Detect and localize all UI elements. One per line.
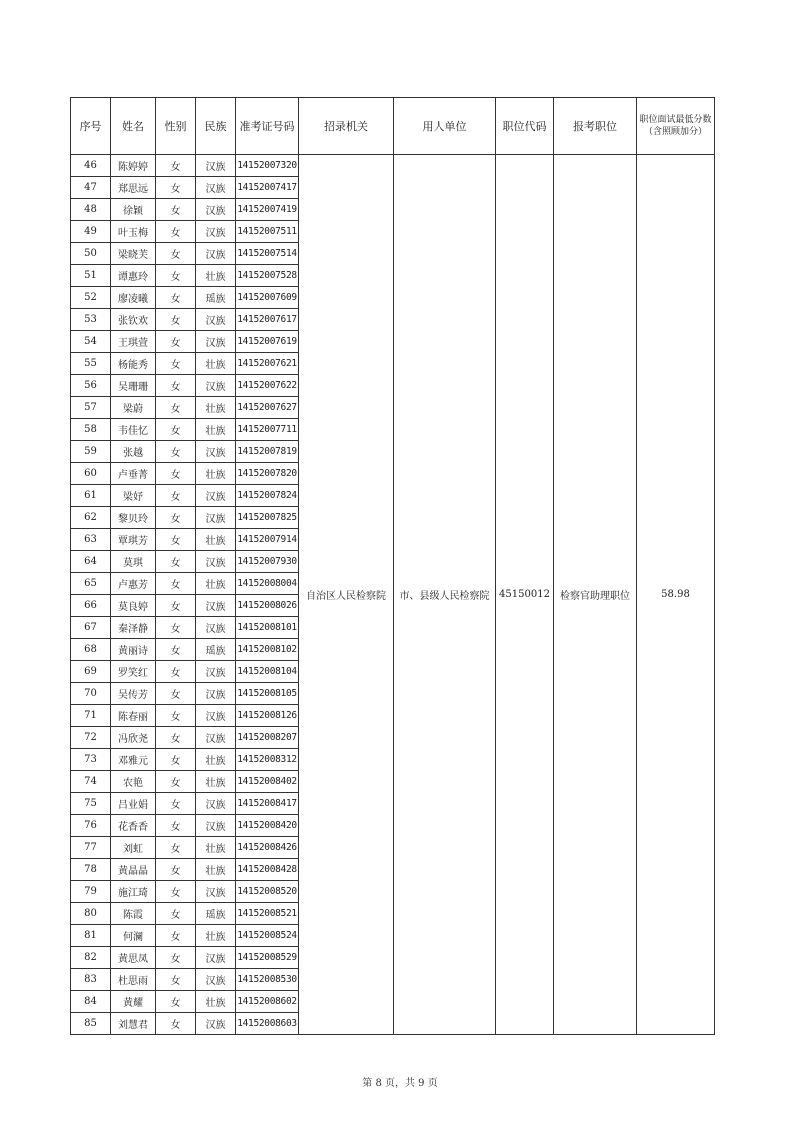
exam-no-cell: 14152008101 — [236, 617, 299, 639]
seq-cell: 83 — [71, 969, 111, 991]
ethnicity-cell: 汉族 — [196, 243, 236, 265]
exam-no-cell: 14152007419 — [236, 199, 299, 221]
gender-cell: 女 — [156, 243, 196, 265]
employer-cell — [394, 155, 496, 1035]
seq-cell: 85 — [71, 1013, 111, 1035]
exam-no-cell: 14152007914 — [236, 529, 299, 551]
seq-cell: 67 — [71, 617, 111, 639]
exam-no-cell: 14152008207 — [236, 727, 299, 749]
name-cell: 何澜 — [111, 925, 156, 947]
col-header-position-code: 职位代码 — [496, 98, 554, 155]
ethnicity-cell: 瑶族 — [196, 287, 236, 309]
gender-cell: 女 — [156, 683, 196, 705]
position-cell-text: 检察官助理职位 — [560, 591, 630, 602]
ethnicity-cell: 汉族 — [196, 947, 236, 969]
gender-cell: 女 — [156, 529, 196, 551]
name-cell: 吴珊珊 — [111, 375, 156, 397]
col-header-seq: 序号 — [71, 98, 111, 155]
gender-cell: 女 — [156, 969, 196, 991]
col-header-exam-no: 准考证号码 — [236, 98, 299, 155]
ethnicity-cell: 汉族 — [196, 309, 236, 331]
exam-no-cell: 14152007820 — [236, 463, 299, 485]
col-header-name: 姓名 — [111, 98, 156, 155]
ethnicity-cell: 壮族 — [196, 397, 236, 419]
name-cell: 覃琪芳 — [111, 529, 156, 551]
name-cell: 谭惠玲 — [111, 265, 156, 287]
gender-cell: 女 — [156, 639, 196, 661]
gender-cell: 女 — [156, 441, 196, 463]
exam-no-cell: 14152007824 — [236, 485, 299, 507]
gender-cell: 女 — [156, 903, 196, 925]
page-footer: 第 8 页，共 9 页 — [362, 1078, 438, 1089]
seq-cell: 64 — [71, 551, 111, 573]
header-row — [71, 98, 715, 155]
seq-cell: 59 — [71, 441, 111, 463]
seq-cell: 55 — [71, 353, 111, 375]
name-cell: 杜思雨 — [111, 969, 156, 991]
ethnicity-cell: 汉族 — [196, 199, 236, 221]
ethnicity-cell: 汉族 — [196, 815, 236, 837]
name-cell: 陈婷婷 — [111, 155, 156, 177]
exam-no-cell: 14152008004 — [236, 573, 299, 595]
name-cell: 陈春丽 — [111, 705, 156, 727]
exam-no-cell: 14152008312 — [236, 749, 299, 771]
ethnicity-cell: 壮族 — [196, 419, 236, 441]
exam-no-cell: 14152007622 — [236, 375, 299, 397]
seq-cell: 51 — [71, 265, 111, 287]
seq-cell: 54 — [71, 331, 111, 353]
gender-cell: 女 — [156, 199, 196, 221]
name-cell: 陈霞 — [111, 903, 156, 925]
employer-cell-text: 市、县级人民检察院 — [399, 591, 490, 602]
ethnicity-cell: 壮族 — [196, 353, 236, 375]
ethnicity-cell: 汉族 — [196, 507, 236, 529]
name-cell: 徐颖 — [111, 199, 156, 221]
name-cell: 张钦欢 — [111, 309, 156, 331]
col-header-agency: 招录机关 — [299, 98, 394, 155]
seq-cell: 66 — [71, 595, 111, 617]
ethnicity-cell: 瑶族 — [196, 903, 236, 925]
exam-no-cell: 14152008402 — [236, 771, 299, 793]
gender-cell: 女 — [156, 991, 196, 1013]
gender-cell: 女 — [156, 925, 196, 947]
exam-no-cell: 14152008524 — [236, 925, 299, 947]
name-cell: 刘虹 — [111, 837, 156, 859]
name-cell: 梁蔚 — [111, 397, 156, 419]
seq-cell: 78 — [71, 859, 111, 881]
name-cell: 黄晶晶 — [111, 859, 156, 881]
gender-cell: 女 — [156, 485, 196, 507]
name-cell: 黄丽诗 — [111, 639, 156, 661]
gender-cell: 女 — [156, 331, 196, 353]
gender-cell: 女 — [156, 617, 196, 639]
position-cell — [554, 155, 637, 1035]
gender-cell: 女 — [156, 859, 196, 881]
gender-cell: 女 — [156, 727, 196, 749]
seq-cell: 57 — [71, 397, 111, 419]
gender-cell: 女 — [156, 661, 196, 683]
ethnicity-cell: 壮族 — [196, 573, 236, 595]
name-cell: 冯欣尧 — [111, 727, 156, 749]
seq-cell: 47 — [71, 177, 111, 199]
exam-no-cell: 14152008602 — [236, 991, 299, 1013]
ethnicity-cell: 汉族 — [196, 331, 236, 353]
col-header-min-score: 职位面试最低分数（含照顾加分） — [637, 98, 715, 155]
gender-cell: 女 — [156, 771, 196, 793]
ethnicity-cell: 汉族 — [196, 683, 236, 705]
ethnicity-cell: 汉族 — [196, 375, 236, 397]
seq-cell: 58 — [71, 419, 111, 441]
exam-no-cell: 14152008105 — [236, 683, 299, 705]
gender-cell: 女 — [156, 815, 196, 837]
agency-cell — [299, 155, 394, 1035]
seq-cell: 74 — [71, 771, 111, 793]
seq-cell: 69 — [71, 661, 111, 683]
exam-no-cell: 14152007930 — [236, 551, 299, 573]
name-cell: 叶玉梅 — [111, 221, 156, 243]
exam-no-cell: 14152008104 — [236, 661, 299, 683]
gender-cell: 女 — [156, 287, 196, 309]
gender-cell: 女 — [156, 397, 196, 419]
table-row — [71, 155, 715, 177]
exam-no-cell: 14152008126 — [236, 705, 299, 727]
gender-cell: 女 — [156, 947, 196, 969]
exam-no-cell: 14152008521 — [236, 903, 299, 925]
exam-no-cell: 14152008530 — [236, 969, 299, 991]
gender-cell: 女 — [156, 155, 196, 177]
name-cell: 廖凌曦 — [111, 287, 156, 309]
name-cell: 卢垂菁 — [111, 463, 156, 485]
ethnicity-cell: 汉族 — [196, 441, 236, 463]
exam-no-cell: 14152007528 — [236, 265, 299, 287]
name-cell: 梁晓芙 — [111, 243, 156, 265]
exam-no-cell: 14152008529 — [236, 947, 299, 969]
ethnicity-cell: 壮族 — [196, 771, 236, 793]
candidate-table — [70, 97, 715, 1035]
exam-no-cell: 14152008102 — [236, 639, 299, 661]
gender-cell: 女 — [156, 705, 196, 727]
seq-cell: 46 — [71, 155, 111, 177]
gender-cell: 女 — [156, 551, 196, 573]
seq-cell: 49 — [71, 221, 111, 243]
exam-no-cell: 14152008420 — [236, 815, 299, 837]
name-cell: 邓雅元 — [111, 749, 156, 771]
seq-cell: 61 — [71, 485, 111, 507]
name-cell: 黎贝玲 — [111, 507, 156, 529]
name-cell: 黄耀 — [111, 991, 156, 1013]
name-cell: 郑思远 — [111, 177, 156, 199]
name-cell: 施江琦 — [111, 881, 156, 903]
ethnicity-cell: 汉族 — [196, 727, 236, 749]
gender-cell: 女 — [156, 837, 196, 859]
gender-cell: 女 — [156, 419, 196, 441]
name-cell: 农艳 — [111, 771, 156, 793]
col-header-employer: 用人单位 — [394, 98, 496, 155]
gender-cell: 女 — [156, 309, 196, 331]
name-cell: 莫良婷 — [111, 595, 156, 617]
name-cell: 刘慧君 — [111, 1013, 156, 1035]
seq-cell: 75 — [71, 793, 111, 815]
ethnicity-cell: 壮族 — [196, 265, 236, 287]
seq-cell: 60 — [71, 463, 111, 485]
agency-cell-text: 自治区人民检察院 — [306, 591, 386, 602]
gender-cell: 女 — [156, 353, 196, 375]
ethnicity-cell: 壮族 — [196, 749, 236, 771]
gender-cell: 女 — [156, 573, 196, 595]
ethnicity-cell: 汉族 — [196, 155, 236, 177]
gender-cell: 女 — [156, 265, 196, 287]
gender-cell: 女 — [156, 177, 196, 199]
exam-no-cell: 14152008428 — [236, 859, 299, 881]
ethnicity-cell: 壮族 — [196, 859, 236, 881]
seq-cell: 71 — [71, 705, 111, 727]
position-code-cell — [496, 155, 554, 1035]
exam-no-cell: 14152007619 — [236, 331, 299, 353]
gender-cell: 女 — [156, 595, 196, 617]
name-cell: 罗笑红 — [111, 661, 156, 683]
exam-no-cell: 14152007621 — [236, 353, 299, 375]
name-cell: 张越 — [111, 441, 156, 463]
ethnicity-cell: 壮族 — [196, 925, 236, 947]
gender-cell: 女 — [156, 793, 196, 815]
seq-cell: 52 — [71, 287, 111, 309]
exam-no-cell: 14152007609 — [236, 287, 299, 309]
gender-cell: 女 — [156, 375, 196, 397]
exam-no-cell: 14152008426 — [236, 837, 299, 859]
ethnicity-cell: 汉族 — [196, 881, 236, 903]
ethnicity-cell: 壮族 — [196, 991, 236, 1013]
exam-no-cell: 14152007711 — [236, 419, 299, 441]
seq-cell: 56 — [71, 375, 111, 397]
exam-no-cell: 14152007320 — [236, 155, 299, 177]
name-cell: 秦泽静 — [111, 617, 156, 639]
gender-cell: 女 — [156, 221, 196, 243]
col-header-position: 报考职位 — [554, 98, 637, 155]
name-cell: 王琪萱 — [111, 331, 156, 353]
exam-no-cell: 14152007617 — [236, 309, 299, 331]
seq-cell: 53 — [71, 309, 111, 331]
ethnicity-cell: 汉族 — [196, 595, 236, 617]
seq-cell: 65 — [71, 573, 111, 595]
ethnicity-cell: 壮族 — [196, 463, 236, 485]
ethnicity-cell: 瑶族 — [196, 639, 236, 661]
exam-no-cell: 14152007825 — [236, 507, 299, 529]
exam-no-cell: 14152007417 — [236, 177, 299, 199]
seq-cell: 73 — [71, 749, 111, 771]
ethnicity-cell: 汉族 — [196, 617, 236, 639]
name-cell: 杨能秀 — [111, 353, 156, 375]
ethnicity-cell: 汉族 — [196, 793, 236, 815]
ethnicity-cell: 汉族 — [196, 1013, 236, 1035]
ethnicity-cell: 汉族 — [196, 485, 236, 507]
gender-cell: 女 — [156, 463, 196, 485]
ethnicity-cell: 汉族 — [196, 221, 236, 243]
seq-cell: 80 — [71, 903, 111, 925]
gender-cell: 女 — [156, 749, 196, 771]
ethnicity-cell: 汉族 — [196, 551, 236, 573]
ethnicity-cell: 壮族 — [196, 529, 236, 551]
gender-cell: 女 — [156, 507, 196, 529]
ethnicity-cell: 汉族 — [196, 705, 236, 727]
name-cell: 吕业娟 — [111, 793, 156, 815]
name-cell: 黄思凤 — [111, 947, 156, 969]
seq-cell: 81 — [71, 925, 111, 947]
exam-no-cell: 14152008026 — [236, 595, 299, 617]
name-cell: 梁妤 — [111, 485, 156, 507]
col-header-gender: 性别 — [156, 98, 196, 155]
ethnicity-cell: 壮族 — [196, 837, 236, 859]
name-cell: 花香香 — [111, 815, 156, 837]
seq-cell: 82 — [71, 947, 111, 969]
exam-no-cell: 14152007627 — [236, 397, 299, 419]
seq-cell: 72 — [71, 727, 111, 749]
ethnicity-cell: 汉族 — [196, 661, 236, 683]
exam-no-cell: 14152008417 — [236, 793, 299, 815]
seq-cell: 79 — [71, 881, 111, 903]
table-body — [71, 155, 715, 1035]
exam-no-cell: 14152007514 — [236, 243, 299, 265]
seq-cell: 62 — [71, 507, 111, 529]
seq-cell: 63 — [71, 529, 111, 551]
name-cell: 韦佳忆 — [111, 419, 156, 441]
seq-cell: 77 — [71, 837, 111, 859]
min-score-cell-text: 58.98 — [661, 589, 690, 600]
exam-no-cell: 14152008520 — [236, 881, 299, 903]
seq-cell: 68 — [71, 639, 111, 661]
name-cell: 莫琪 — [111, 551, 156, 573]
seq-cell: 50 — [71, 243, 111, 265]
exam-no-cell: 14152008603 — [236, 1013, 299, 1035]
seq-cell: 84 — [71, 991, 111, 1013]
seq-cell: 76 — [71, 815, 111, 837]
seq-cell: 48 — [71, 199, 111, 221]
gender-cell: 女 — [156, 1013, 196, 1035]
exam-no-cell: 14152007511 — [236, 221, 299, 243]
name-cell: 吴传芳 — [111, 683, 156, 705]
position-code-cell-text: 45150012 — [499, 589, 550, 600]
gender-cell: 女 — [156, 881, 196, 903]
ethnicity-cell: 汉族 — [196, 969, 236, 991]
seq-cell: 70 — [71, 683, 111, 705]
name-cell: 卢惠芳 — [111, 573, 156, 595]
exam-no-cell: 14152007819 — [236, 441, 299, 463]
min-score-cell — [637, 155, 715, 1035]
ethnicity-cell: 汉族 — [196, 177, 236, 199]
col-header-ethnicity: 民族 — [196, 98, 236, 155]
